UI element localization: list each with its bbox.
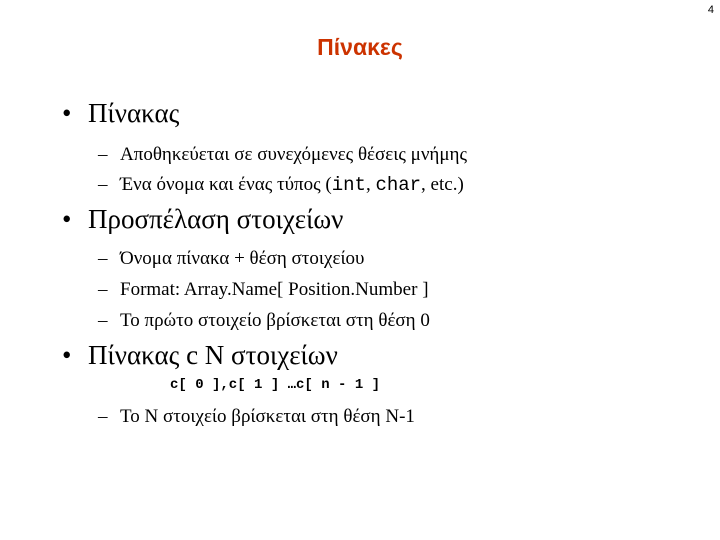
- dash-marker: –: [98, 174, 108, 195]
- bullet-marker: •: [62, 204, 72, 234]
- dash-marker: –: [98, 248, 108, 269]
- dash-marker: –: [98, 144, 108, 165]
- code-keyword: int: [331, 174, 366, 196]
- dash-marker: –: [98, 279, 108, 300]
- dash-marker: –: [98, 406, 108, 427]
- sub-item-text: , etc.): [421, 174, 464, 195]
- bullet-text: Προσπέλαση στοιχείων: [88, 204, 344, 234]
- page-number: 4: [707, 4, 714, 16]
- sub-item: [98, 406, 415, 428]
- sub-item-text: Όνομα πίνακα + θέση στοιχείου: [120, 248, 365, 269]
- code-line: c[ 0 ],c[ 1 ] …c[ n - 1 ]: [170, 377, 381, 393]
- code-keyword: char: [375, 174, 422, 196]
- dash-marker: –: [98, 310, 108, 331]
- sub-item-text: Ένα όνομα και ένας τύπος (: [120, 174, 332, 195]
- bullet-item: [62, 204, 343, 235]
- bullet-item: [62, 340, 338, 371]
- slide-title: Πίνακες: [317, 34, 403, 60]
- separator: ,: [365, 174, 376, 195]
- sub-item: [98, 279, 429, 301]
- sub-item: [98, 248, 364, 270]
- sub-item-text: Το N στοιχείο βρίσκεται στη θέση N-1: [120, 406, 415, 427]
- bullet-text: Πίνακας c N στοιχείων: [88, 340, 338, 370]
- sub-item-text: Format: Array.Name[ Position.Number ]: [120, 279, 429, 300]
- sub-item-text: Το πρώτο στοιχείο βρίσκεται στη θέση 0: [120, 310, 430, 331]
- bullet-text: Πίνακας: [88, 98, 180, 128]
- bullet-marker: •: [62, 98, 72, 128]
- sub-item: [98, 310, 430, 332]
- sub-item: [98, 144, 467, 166]
- sub-item-text: Αποθηκεύεται σε συνεχόμενες θέσεις μνήμης: [120, 144, 468, 165]
- bullet-marker: •: [62, 340, 72, 370]
- sub-item: [98, 174, 464, 196]
- bullet-item: [62, 98, 179, 129]
